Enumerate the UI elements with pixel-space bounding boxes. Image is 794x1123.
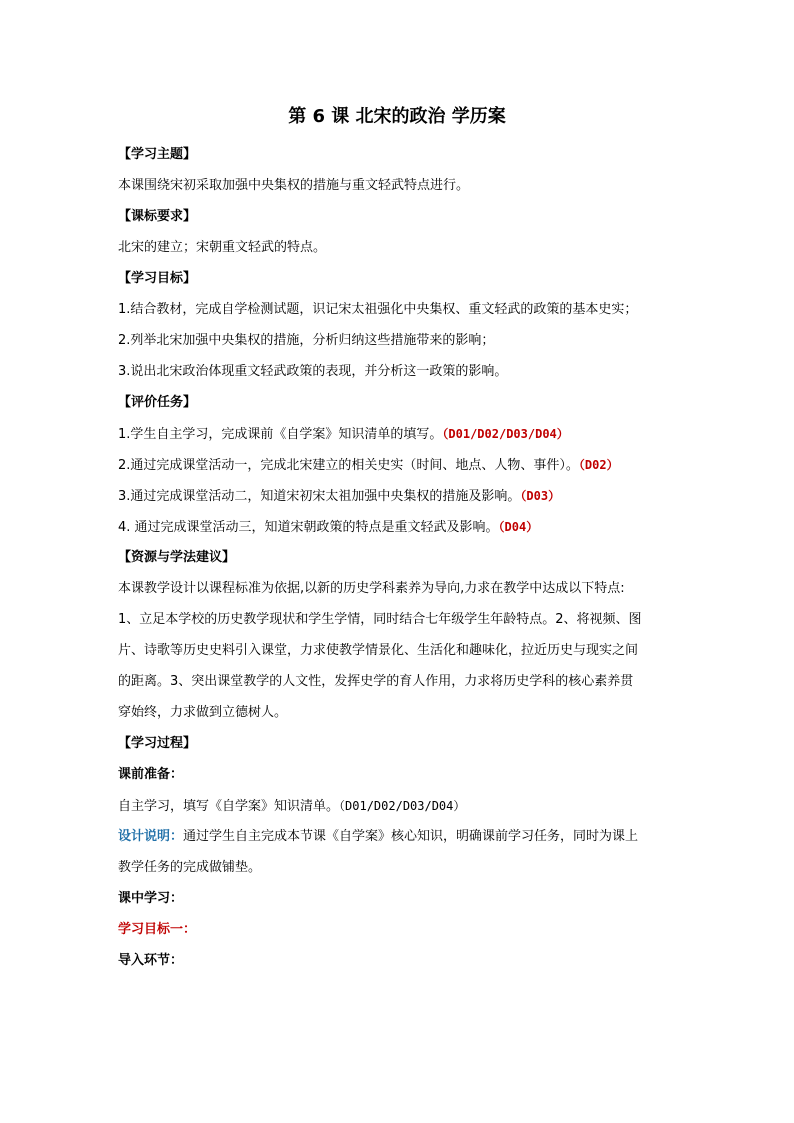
- resources-line: 穿始终，力求做到立德树人。: [118, 705, 288, 720]
- resources-line: 片、诗歌等历史史料引入课堂，力求使教学情景化、生活化和趣味化，拉近历史与现实之间: [118, 643, 639, 658]
- resources-line: 的距离。3、突出课堂教学的人文性，发挥史学的育人作用，力求将历史学科的核心素养贯: [118, 674, 634, 689]
- theme-heading: 【学习主题】: [118, 147, 197, 162]
- eval-item-code: （D04）: [498, 520, 539, 534]
- theme-text: 本课围绕宋初采取加强中央集权的措施与重文轻武特点进行。: [118, 178, 470, 193]
- design-note: [118, 827, 638, 847]
- eval-item-code: （D02）: [578, 458, 619, 472]
- eval-item-code: （D03）: [520, 489, 561, 503]
- design-note-continued: 教学任务的完成做铺垫。: [118, 860, 262, 875]
- design-label: 设计说明：: [118, 829, 184, 844]
- pre-class-text: [118, 796, 465, 817]
- eval-item: [118, 455, 619, 476]
- pre-class-code: （D01/D02/D03/D04）: [339, 799, 466, 813]
- eval-item-text: 4. 通过完成课堂活动三，知道宋朝政策的特点是重文轻武及影响。: [118, 520, 499, 535]
- goal-item: 2.列举北宋加强中央集权的措施，分析归纳这些措施带来的影响；: [118, 333, 495, 348]
- process-heading: 【学习过程】: [118, 736, 197, 751]
- resources-heading: 【资源与学法建议】: [118, 550, 236, 565]
- eval-heading: 【评价任务】: [118, 395, 197, 410]
- resources-line: 1、立足本学校的历史教学现状和学生学情，同时结合七年级学生年龄特点。2、将视频、图: [118, 612, 642, 627]
- goal-item: 1.结合教材，完成自学检测试题，识记宋太祖强化中央集权、重文轻武的政策的基本史实；: [118, 302, 638, 317]
- resources-line: 本课教学设计以课程标准为依据,以新的历史学科素养为导向,力求在教学中达成以下特点:: [118, 581, 625, 596]
- pre-class-task: 自主学习，填写《自学案》知识清单。: [118, 799, 340, 814]
- standard-text: 北宋的建立；宋朝重文轻武的特点。: [118, 240, 327, 255]
- goals-heading: 【学习目标】: [118, 271, 197, 286]
- design-text: 通过学生自主完成本节课《自学案》核心知识，明确课前学习任务，同时为课上: [183, 829, 639, 844]
- goal-item: 3.说出北宋政治体现重文轻武政策的表现，并分析这一政策的影响。: [118, 364, 508, 379]
- standard-heading: 【课标要求】: [118, 209, 197, 224]
- page-title: 第 6 课 北宋的政治 学历案: [288, 106, 506, 127]
- eval-item: [118, 424, 569, 445]
- pre-class-heading: 课前准备：: [118, 767, 184, 782]
- eval-item: [118, 486, 560, 507]
- eval-item-code: （D01/D02/D03/D04）: [442, 427, 569, 441]
- eval-item-text: 1.学生自主学习，完成课前《自学案》知识清单的填写。: [118, 427, 443, 442]
- eval-item-text: 2.通过完成课堂活动一，完成北宋建立的相关史实（时间、地点、人物、事件）。: [118, 458, 579, 473]
- intro-heading: 导入环节：: [118, 953, 184, 968]
- in-class-heading: 课中学习：: [118, 891, 184, 906]
- eval-item: [118, 517, 538, 538]
- eval-item-text: 3.通过完成课堂活动二，知道宋初宋太祖加强中央集权的措施及影响。: [118, 489, 521, 504]
- goal-one-heading: 学习目标一：: [118, 922, 197, 937]
